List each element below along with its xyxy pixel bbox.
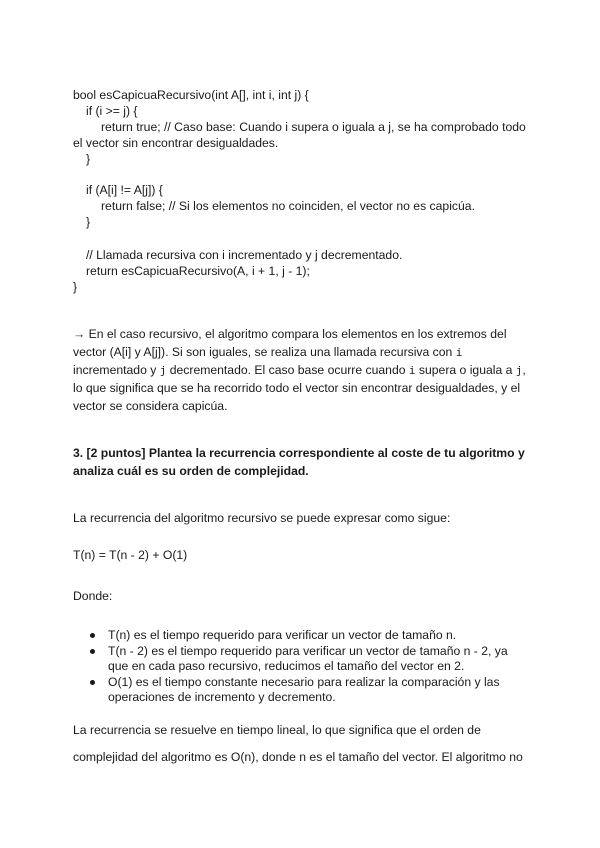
conclusion-line: La recurrencia se resuelve en tiempo lineal, lo que significa que el orden de	[73, 723, 481, 737]
explanation-line: lo que significa que se ha recorrido todo el vector sin encontrar desigualdades, y el	[73, 381, 521, 395]
explanation-line: vector se considera capicúa.	[73, 399, 228, 413]
question-line: 3. [2 puntos] Plantea la recurrencia correspondiente al coste de tu algoritmo y	[73, 446, 525, 460]
code-line: }	[86, 215, 91, 229]
bullet-icon	[90, 680, 95, 685]
inline-code: j	[515, 364, 523, 377]
explanation-text: supera o iguala a	[415, 363, 516, 377]
explanation-line	[73, 363, 526, 378]
list-item	[73, 644, 533, 675]
bullet-icon	[90, 633, 95, 638]
list-item-text: T(n - 2) es el tiempo requerido para verificar un vector de tamaño n - 2, ya	[108, 643, 508, 658]
recurrence-formula: T(n) = T(n - 2) + O(1)	[73, 548, 188, 562]
list-item	[73, 675, 533, 706]
code-line: el vector sin encontrar desigualdades.	[73, 136, 279, 150]
list-item	[73, 628, 533, 644]
explanation-text: ,	[522, 363, 526, 377]
list-item-text: operaciones de incremento y decremento.	[108, 690, 336, 704]
code-line: }	[86, 152, 91, 166]
code-line: return esCapicuaRecursivo(A, i + 1, j - 1);	[86, 264, 310, 278]
code-line: bool esCapicuaRecursivo(int A[], int i, int j) {	[73, 88, 309, 102]
bullet-icon	[90, 649, 95, 654]
code-line: // Llamada recursiva con i incrementado y j decrementado.	[86, 248, 403, 262]
explanation-line	[73, 345, 462, 360]
conclusion-line: complejidad del algoritmo es O(n), donde n es el tamaño del vector. El algoritmo no	[73, 750, 523, 764]
explanation-text: decrementado. El caso base ocurre cuando	[166, 363, 409, 377]
code-line: return false; // Si los elementos no coinciden, el vector no es capicúa.	[101, 199, 475, 213]
list-item-text: O(1) es el tiempo constante necesario para realizar la comparación y las	[108, 674, 500, 689]
donde-label: Donde:	[73, 589, 113, 603]
list-item-text: T(n) es el tiempo requerido para verificar un vector de tamaño n.	[108, 628, 457, 642]
question-line: analiza cuál es su orden de complejidad.	[73, 464, 309, 478]
inline-code: i	[455, 346, 463, 359]
code-line: if (i >= j) {	[86, 104, 138, 118]
explanation-text: incrementado y	[73, 363, 160, 377]
code-line: if (A[i] != A[j]) {	[86, 183, 163, 197]
definitions-list	[73, 628, 533, 706]
code-line: return true; // Caso base: Cuando i supera o iguala a j, se ha comprobado todo	[101, 120, 526, 134]
intro-text: La recurrencia del algoritmo recursivo se puede expresar como sigue:	[73, 511, 451, 525]
explanation-line: → En el caso recursivo, el algoritmo compara los elementos en los extremos del	[73, 327, 507, 341]
list-item-text: que en cada paso recursivo, reducimos el tamaño del vector en 2.	[108, 659, 465, 673]
explanation-text: vector (A[i] y A[j]). Si son iguales, se realiza una llamada recursiva con	[73, 345, 456, 359]
inline-code: j	[159, 364, 167, 377]
inline-code: i	[408, 364, 416, 377]
code-line: }	[73, 280, 78, 294]
